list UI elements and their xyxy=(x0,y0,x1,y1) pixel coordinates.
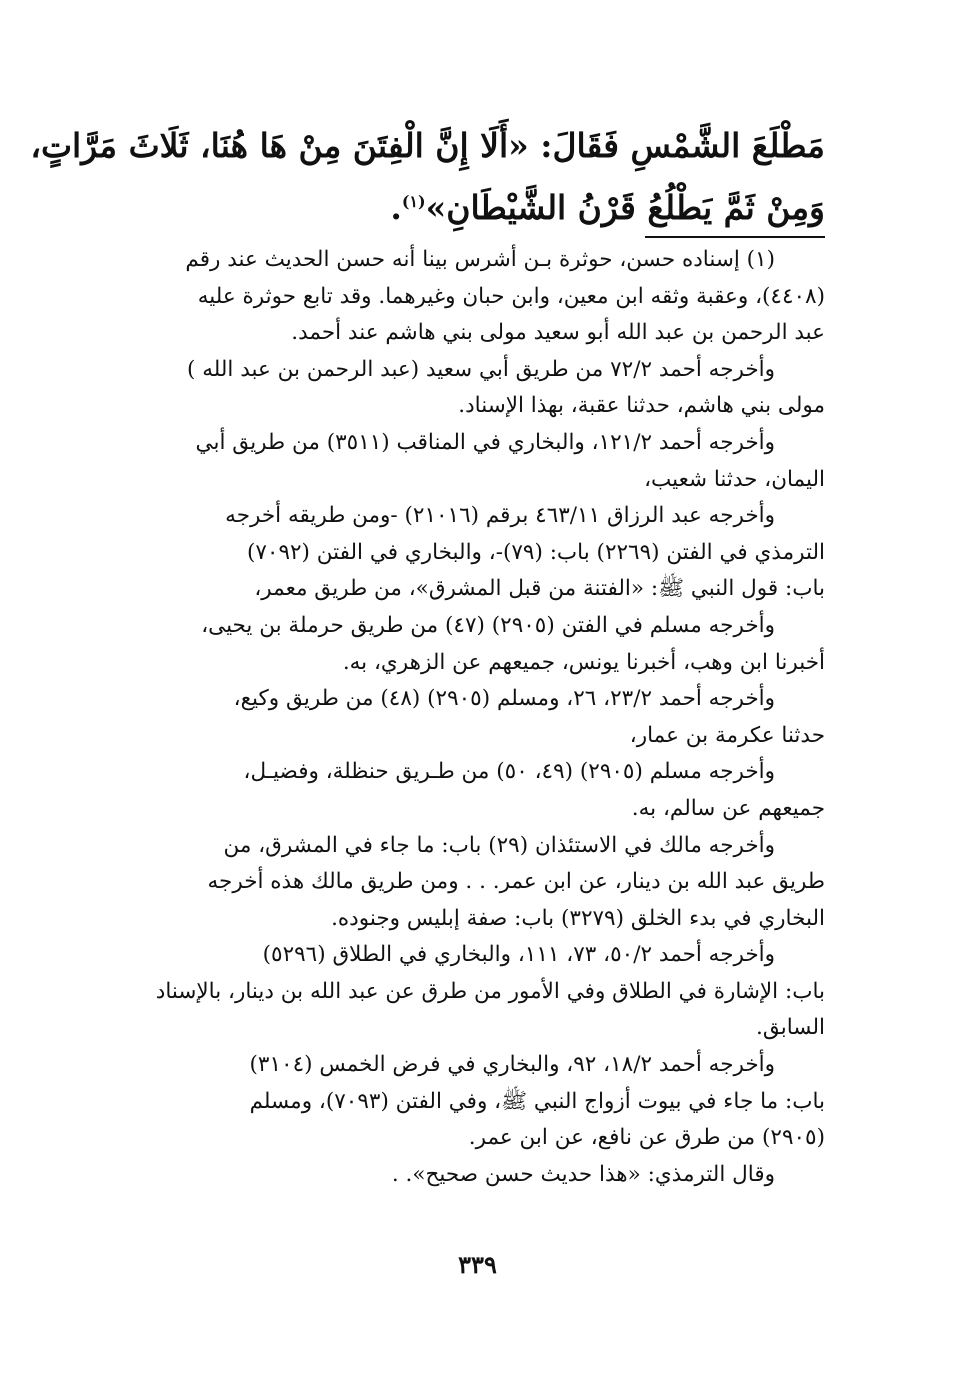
footnote-paragraph xyxy=(125,937,825,1047)
footnote-line: وأخرجه أحمد ٢٣/٢، ٢٦، ومسلم (٢٩٠٥) (٤٨) من طريق وكيع، xyxy=(233,686,775,712)
footnote-line: وقال الترمذي: «هذا حديث حسن صحيح». . xyxy=(391,1161,775,1187)
footnote-paragraph xyxy=(125,352,825,425)
footnote-line: وأخرجه أحمد ٥٠/٢، ٧٣، ١١١، والبخاري في الطلاق (٥٢٩٦) xyxy=(262,942,775,968)
footnote-line: جميعهم عن سالم، به. xyxy=(631,795,825,821)
main-text-line xyxy=(125,174,825,236)
main-text xyxy=(30,118,825,236)
footnote-paragraph xyxy=(125,608,825,681)
footnote-line: الترمذي في الفتن (٢٢٦٩) باب: (٧٩)-، والبخاري في الفتن (٧٠٩٢) xyxy=(246,539,825,565)
footnote-line: (١) إسناده حسن، حوثرة بـن أشرس بينا أنه حسن الحديث عند رقم xyxy=(185,247,775,272)
main-text-line: مَطْلَعَ الشَّمْسِ فَقَالَ: «أَلَا إِنَّ الْفِتَنَ مِنْ هَا هُنَا، ثَلَاثَ مَرَّاتٍ، xyxy=(30,126,825,165)
footnote-paragraph xyxy=(125,681,825,754)
footnote-line: وأخرجه أحمد ٧٢/٢ من طريق أبي سعيد (عبد الرحمن بن عبد الله ) xyxy=(187,356,775,382)
footnote-line: وأخرجه مسلم (٢٩٠٥) (٤٩، ٥٠) من طـريق حنظلة، وفضيـل، xyxy=(243,759,775,785)
footnote-line: السابق. xyxy=(755,1015,825,1041)
footnote-line: وأخرجه مسلم في الفتن (٢٩٠٥) (٤٧) من طريق حرملة بن يحيى، xyxy=(201,612,775,638)
footnote-line: حدثنا عكرمة بن عمار، xyxy=(629,722,825,748)
footnote-line: وأخرجه عبد الرزاق ٤٦٣/١١ برقم (٢١٠١٦) -ومن طريقه أخرجه xyxy=(225,503,775,529)
footnote-paragraph xyxy=(125,425,825,498)
main-text-period: . xyxy=(390,188,402,227)
footnote-line: وأخرجه أحمد ١٢١/٢، والبخاري في المناقب (٣٥١١) من طريق أبي xyxy=(195,429,775,455)
footnote-line: وأخرجه مالك في الاستئذان (٢٩) باب: ما جاء في المشرق، من xyxy=(223,832,775,858)
footnote-line: باب: ما جاء في بيوت أزواج النبي ﷺ، وفي الفتن (٧٠٩٣)، ومسلم xyxy=(249,1088,825,1114)
footnote-line: مولى بني هاشم، حدثنا عقبة، بهذا الإسناد. xyxy=(458,393,825,419)
footnote-paragraph xyxy=(125,1047,825,1157)
footnote-line: (٤٤٠٨)، وعقبة وثقه ابن معين، وابن حبان وغيرهما. وقد تابع حوثرة عليه xyxy=(197,283,825,309)
footnote-line: باب: قول النبي ﷺ: «الفتنة من قبل المشرق»، من طريق معمر، xyxy=(254,576,825,602)
footnote-paragraph xyxy=(125,498,825,608)
footnote-line: باب: الإشارة في الطلاق وفي الأمور من طرق عن عبد الله بن دينار، بالإسناد xyxy=(155,978,825,1004)
footnote-reference: (١) xyxy=(401,192,426,211)
page-number: ٣٣٩ xyxy=(458,1250,497,1279)
footnote-line: عبد الرحمن بن عبد الله أبو سعيد مولى بني هاشم عند أحمد. xyxy=(291,320,825,346)
footnote-paragraph xyxy=(125,754,825,827)
footnote-line: أخبرنا ابن وهب، أخبرنا يونس، جميعهم عن الزهري، به. xyxy=(342,649,825,675)
footnote-line: اليمان، حدثنا شعيب، xyxy=(644,466,825,492)
footnote-line: البخاري في بدء الخلق (٣٢٧٩) باب: صفة إبليس وجنوده. xyxy=(331,905,825,931)
footnote-paragraph xyxy=(125,242,825,352)
footnotes-section xyxy=(125,242,825,1193)
footnote-paragraph xyxy=(125,1157,825,1194)
footnote-paragraph xyxy=(125,828,825,938)
footnote-separator xyxy=(645,236,825,238)
footnote-line: (٢٩٠٥) من طرق عن نافع، عن ابن عمر. xyxy=(468,1125,825,1151)
footnote-line: طريق عبد الله بن دينار، عن ابن عمر. . . ومن طريق مالك هذه أخرجه xyxy=(207,869,825,895)
footnote-line: وأخرجه أحمد ١٨/٢، ٩٢، والبخاري في فرض الخمس (٣١٠٤) xyxy=(249,1052,775,1078)
main-text-line-content: وَمِنْ ثَمَّ يَطْلُعُ قَرْنُ الشَّيْطَانِ» xyxy=(425,188,825,227)
